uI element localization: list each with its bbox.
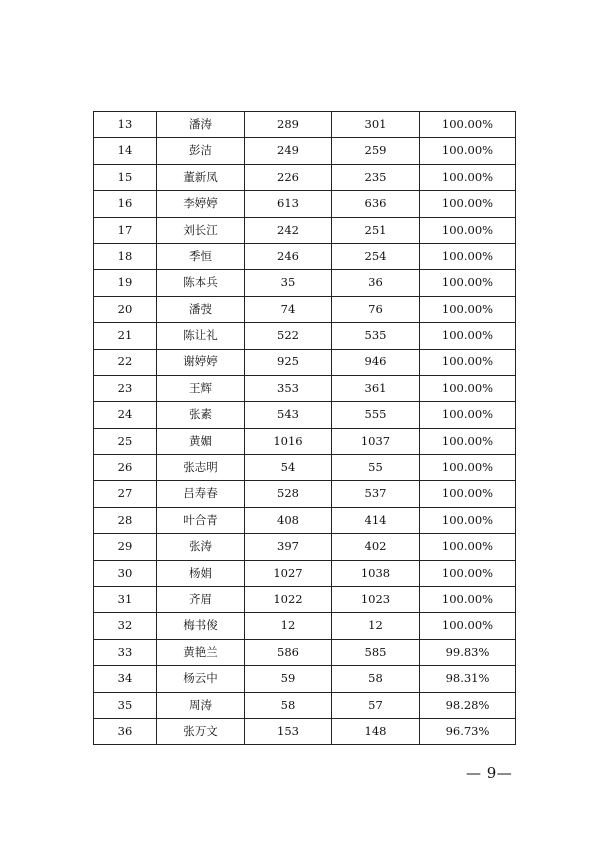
percentage-cell: 96.73% [420, 718, 516, 744]
percentage-cell: 100.00% [420, 507, 516, 533]
percentage-cell: 100.00% [420, 428, 516, 454]
row-index-cell: 17 [94, 217, 157, 243]
name-cell: 刘长江 [157, 217, 245, 243]
value-a-cell: 246 [245, 243, 332, 269]
table-row [94, 402, 516, 428]
percentage-cell: 100.00% [420, 217, 516, 243]
table-row [94, 639, 516, 665]
name-cell: 陈本兵 [157, 270, 245, 296]
name-cell: 董新凤 [157, 164, 245, 190]
value-b-cell: 251 [332, 217, 420, 243]
value-a-cell: 613 [245, 191, 332, 217]
table-body [94, 112, 516, 745]
value-b-cell: 1037 [332, 428, 420, 454]
table-row [94, 534, 516, 560]
name-cell: 齐眉 [157, 587, 245, 613]
value-b-cell: 555 [332, 402, 420, 428]
name-cell: 王辉 [157, 375, 245, 401]
value-b-cell: 57 [332, 692, 420, 718]
row-index-cell: 26 [94, 455, 157, 481]
table-row [94, 191, 516, 217]
value-b-cell: 235 [332, 164, 420, 190]
row-index-cell: 16 [94, 191, 157, 217]
value-b-cell: 537 [332, 481, 420, 507]
name-cell: 潘弢 [157, 296, 245, 322]
value-a-cell: 397 [245, 534, 332, 560]
table-row [94, 455, 516, 481]
value-b-cell: 1038 [332, 560, 420, 586]
value-b-cell: 1023 [332, 587, 420, 613]
value-b-cell: 58 [332, 666, 420, 692]
value-b-cell: 36 [332, 270, 420, 296]
value-b-cell: 361 [332, 375, 420, 401]
name-cell: 陈让礼 [157, 323, 245, 349]
data-table-container [93, 111, 515, 745]
name-cell: 杨娟 [157, 560, 245, 586]
percentage-cell: 100.00% [420, 296, 516, 322]
percentage-cell: 100.00% [420, 349, 516, 375]
value-a-cell: 54 [245, 455, 332, 481]
percentage-cell: 100.00% [420, 402, 516, 428]
table-row [94, 560, 516, 586]
table-row [94, 375, 516, 401]
table-row [94, 243, 516, 269]
percentage-cell: 100.00% [420, 560, 516, 586]
value-a-cell: 289 [245, 112, 332, 138]
value-b-cell: 636 [332, 191, 420, 217]
percentage-cell: 100.00% [420, 587, 516, 613]
page-number: — 9— [466, 764, 513, 782]
row-index-cell: 18 [94, 243, 157, 269]
table-row [94, 428, 516, 454]
row-index-cell: 28 [94, 507, 157, 533]
row-index-cell: 24 [94, 402, 157, 428]
value-a-cell: 586 [245, 639, 332, 665]
row-index-cell: 13 [94, 112, 157, 138]
value-b-cell: 414 [332, 507, 420, 533]
row-index-cell: 33 [94, 639, 157, 665]
row-index-cell: 30 [94, 560, 157, 586]
name-cell: 张涛 [157, 534, 245, 560]
row-index-cell: 19 [94, 270, 157, 296]
row-index-cell: 25 [94, 428, 157, 454]
percentage-cell: 100.00% [420, 323, 516, 349]
value-b-cell: 254 [332, 243, 420, 269]
percentage-cell: 100.00% [420, 243, 516, 269]
name-cell: 张志明 [157, 455, 245, 481]
percentage-cell: 100.00% [420, 455, 516, 481]
table-row [94, 138, 516, 164]
table-row [94, 323, 516, 349]
data-table [93, 111, 516, 745]
row-index-cell: 14 [94, 138, 157, 164]
value-a-cell: 58 [245, 692, 332, 718]
percentage-cell: 100.00% [420, 191, 516, 217]
name-cell: 黄媚 [157, 428, 245, 454]
percentage-cell: 100.00% [420, 112, 516, 138]
table-row [94, 217, 516, 243]
row-index-cell: 29 [94, 534, 157, 560]
value-a-cell: 242 [245, 217, 332, 243]
value-a-cell: 249 [245, 138, 332, 164]
value-a-cell: 12 [245, 613, 332, 639]
value-b-cell: 946 [332, 349, 420, 375]
name-cell: 吕寿春 [157, 481, 245, 507]
row-index-cell: 22 [94, 349, 157, 375]
value-b-cell: 148 [332, 718, 420, 744]
table-row [94, 587, 516, 613]
row-index-cell: 20 [94, 296, 157, 322]
value-a-cell: 74 [245, 296, 332, 322]
table-row [94, 692, 516, 718]
table-row [94, 296, 516, 322]
name-cell: 杨云中 [157, 666, 245, 692]
name-cell: 梅书俊 [157, 613, 245, 639]
percentage-cell: 100.00% [420, 270, 516, 296]
name-cell: 潘涛 [157, 112, 245, 138]
value-a-cell: 528 [245, 481, 332, 507]
percentage-cell: 100.00% [420, 481, 516, 507]
table-row [94, 718, 516, 744]
percentage-cell: 98.31% [420, 666, 516, 692]
name-cell: 李婷婷 [157, 191, 245, 217]
value-a-cell: 1022 [245, 587, 332, 613]
name-cell: 张万文 [157, 718, 245, 744]
value-a-cell: 226 [245, 164, 332, 190]
value-b-cell: 535 [332, 323, 420, 349]
value-a-cell: 408 [245, 507, 332, 533]
value-a-cell: 1016 [245, 428, 332, 454]
percentage-cell: 99.83% [420, 639, 516, 665]
row-index-cell: 21 [94, 323, 157, 349]
value-a-cell: 35 [245, 270, 332, 296]
row-index-cell: 27 [94, 481, 157, 507]
value-b-cell: 12 [332, 613, 420, 639]
name-cell: 叶合青 [157, 507, 245, 533]
name-cell: 黄艳兰 [157, 639, 245, 665]
percentage-cell: 100.00% [420, 375, 516, 401]
table-row [94, 613, 516, 639]
table-row [94, 507, 516, 533]
value-a-cell: 522 [245, 323, 332, 349]
value-b-cell: 301 [332, 112, 420, 138]
value-b-cell: 76 [332, 296, 420, 322]
name-cell: 谢婷婷 [157, 349, 245, 375]
percentage-cell: 100.00% [420, 138, 516, 164]
value-a-cell: 153 [245, 718, 332, 744]
row-index-cell: 23 [94, 375, 157, 401]
table-row [94, 270, 516, 296]
value-b-cell: 402 [332, 534, 420, 560]
percentage-cell: 98.28% [420, 692, 516, 718]
percentage-cell: 100.00% [420, 613, 516, 639]
table-row [94, 481, 516, 507]
table-row [94, 164, 516, 190]
table-row [94, 112, 516, 138]
name-cell: 彭洁 [157, 138, 245, 164]
row-index-cell: 15 [94, 164, 157, 190]
value-a-cell: 925 [245, 349, 332, 375]
percentage-cell: 100.00% [420, 164, 516, 190]
value-a-cell: 59 [245, 666, 332, 692]
table-row [94, 349, 516, 375]
value-a-cell: 1027 [245, 560, 332, 586]
row-index-cell: 34 [94, 666, 157, 692]
table-row [94, 666, 516, 692]
value-b-cell: 55 [332, 455, 420, 481]
row-index-cell: 31 [94, 587, 157, 613]
name-cell: 周涛 [157, 692, 245, 718]
value-b-cell: 259 [332, 138, 420, 164]
value-a-cell: 353 [245, 375, 332, 401]
value-a-cell: 543 [245, 402, 332, 428]
name-cell: 季恒 [157, 243, 245, 269]
row-index-cell: 35 [94, 692, 157, 718]
value-b-cell: 585 [332, 639, 420, 665]
percentage-cell: 100.00% [420, 534, 516, 560]
row-index-cell: 36 [94, 718, 157, 744]
row-index-cell: 32 [94, 613, 157, 639]
name-cell: 张素 [157, 402, 245, 428]
